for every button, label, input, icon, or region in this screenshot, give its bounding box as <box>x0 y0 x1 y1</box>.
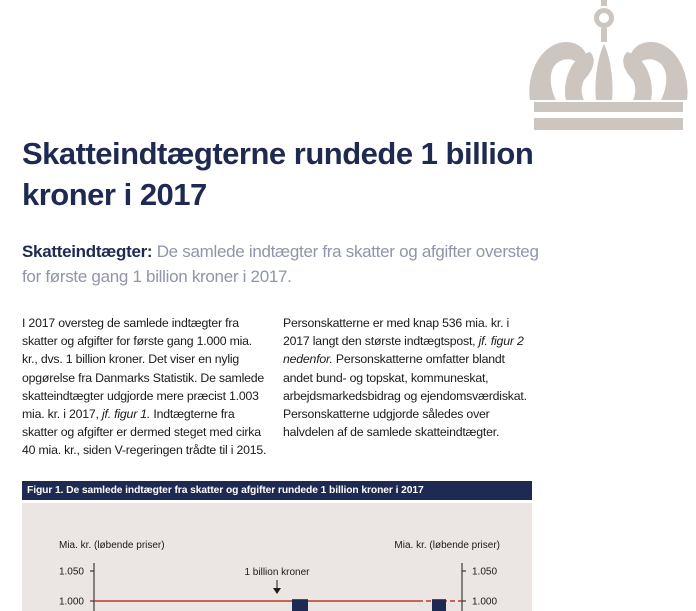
y-tick-label-right: 1.050 <box>472 566 498 578</box>
annotation-arrow-head <box>273 588 281 594</box>
body-column-right <box>283 314 528 441</box>
bar <box>292 599 308 611</box>
figure-header: Figur 1. De samlede indtægter fra skatter og afgifter rundede 1 billion kroner i 2017 <box>22 481 532 500</box>
crown-logo-icon <box>526 0 691 136</box>
body-column-left <box>22 314 267 460</box>
bar <box>432 599 446 611</box>
annotation-label: 1 billion kroner <box>244 567 310 578</box>
figure-reference: jf. figur 1. <box>101 407 151 422</box>
figure-chart <box>22 503 532 611</box>
page-title: Skatteindtægterne rundede 1 billion kroner i 2017 <box>22 136 534 212</box>
lead-paragraph <box>22 239 552 289</box>
figure-reference: jf. figur 2 nedenfor. <box>283 334 524 367</box>
y-tick-label-left: 1.000 <box>58 596 84 608</box>
lead-label: Skatteindtægter: <box>22 242 153 261</box>
y-axis-label-right: Mia. kr. (løbende priser) <box>394 540 500 551</box>
y-axis-label-left: Mia. kr. (løbende priser) <box>59 540 165 551</box>
y-tick-label-left: 1.050 <box>58 566 84 578</box>
col-right-text-2: Personskatterne omfatter blandt andet bund- og topskat, kommuneskat, arbejdsmarkedsbidrag og ejendomsværdiskat. Personskatterne udgjorde således over halvdelen af de samlede skatteindtægter. <box>283 352 527 440</box>
col-right-text-1: Personskatterne er med knap 536 mia. kr. i 2017 langt den største indtægtspost, <box>283 316 510 349</box>
y-tick-label-right: 1.000 <box>472 596 498 608</box>
lead-text: De samlede indtægter fra skatter og afgifter oversteg for første gang 1 billion kroner i 2017. <box>22 242 539 286</box>
col-left-text-1: I 2017 oversteg de samlede indtægter fra skatter og afgifter for første gang 1.000 mia. kr., dvs. 1 billion kroner. Det viser en nylig opgørelse fra Danmarks Statistik. De samlede skatteindtægter udgjorde mere præcist 1.003 mia. kr. i 2017, <box>22 316 265 422</box>
col-left-text-2: Indtægterne fra skatter og afgifter er dermed steget med cirka 40 mia. kr., siden V-regeringen trådte til i 2015. <box>22 407 267 458</box>
chart-svg <box>22 503 532 611</box>
